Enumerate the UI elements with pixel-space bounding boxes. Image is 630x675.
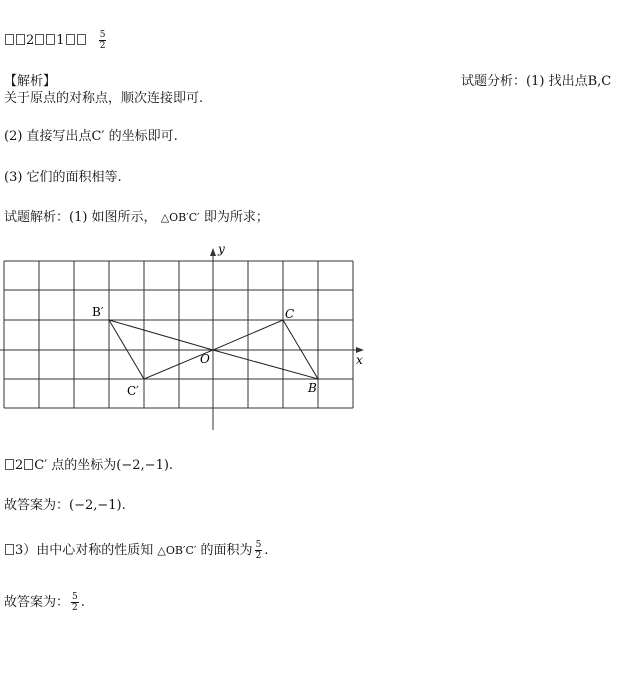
analysis-part2: (2) 直接写出点C′ 的坐标即可. (4, 129, 178, 144)
final-fraction: $\frac{5}{2}$ (72, 592, 78, 613)
top-fraction: $\frac{5}{2}$ (99, 30, 106, 51)
garbled-glyph (5, 544, 14, 555)
garbled-glyph (16, 34, 25, 45)
answer3-line: 3）由中心对称的性质知 △OB′C′ 的面积为 $\frac{5}{2}$ . (4, 540, 268, 561)
final-answer: 故答案为： $\frac{5}{2}$ . (4, 592, 85, 613)
answer2-line: 2 C′ 点的坐标为(−2,−1). (4, 458, 173, 474)
garbled-glyph (24, 459, 33, 470)
analysis-continuation: 关于原点的对称点，顺次连接即可. (4, 91, 204, 106)
label-B: B (308, 381, 317, 395)
garbled-glyph (46, 34, 55, 45)
analysis-part3: (3) 它们的面积相等. (4, 170, 122, 185)
y-axis-arrow (210, 248, 216, 256)
label-C: C (285, 307, 295, 321)
garbled-glyph (35, 34, 44, 45)
top-mid: 1 (56, 33, 65, 48)
garbled-glyph (66, 34, 75, 45)
label-y: y (218, 242, 225, 256)
coordinate-grid-figure (0, 240, 630, 440)
area-fraction: $\frac{5}{2}$ (255, 540, 262, 561)
label-C-prime: C′ (127, 384, 139, 398)
label-B-prime: B′ (92, 305, 104, 319)
grid-lines (4, 261, 353, 408)
analysis-heading: 【解析】 (4, 74, 57, 89)
garbled-glyph (5, 34, 14, 45)
analysis-right-label: 试题分析：(1) 找出点B,C (461, 74, 612, 89)
garbled-glyph (77, 34, 86, 45)
answer2-final: 故答案为：(−2,−1). (4, 498, 126, 513)
top-prefix: 2 (26, 33, 35, 48)
garbled-glyph (5, 459, 14, 470)
top-answer-line (4, 30, 108, 51)
label-O: O (200, 352, 210, 366)
solution-intro: 试题解析：(1) 如图所示， △OB′C′ 即为所求； (4, 210, 269, 225)
label-x: x (356, 353, 363, 367)
